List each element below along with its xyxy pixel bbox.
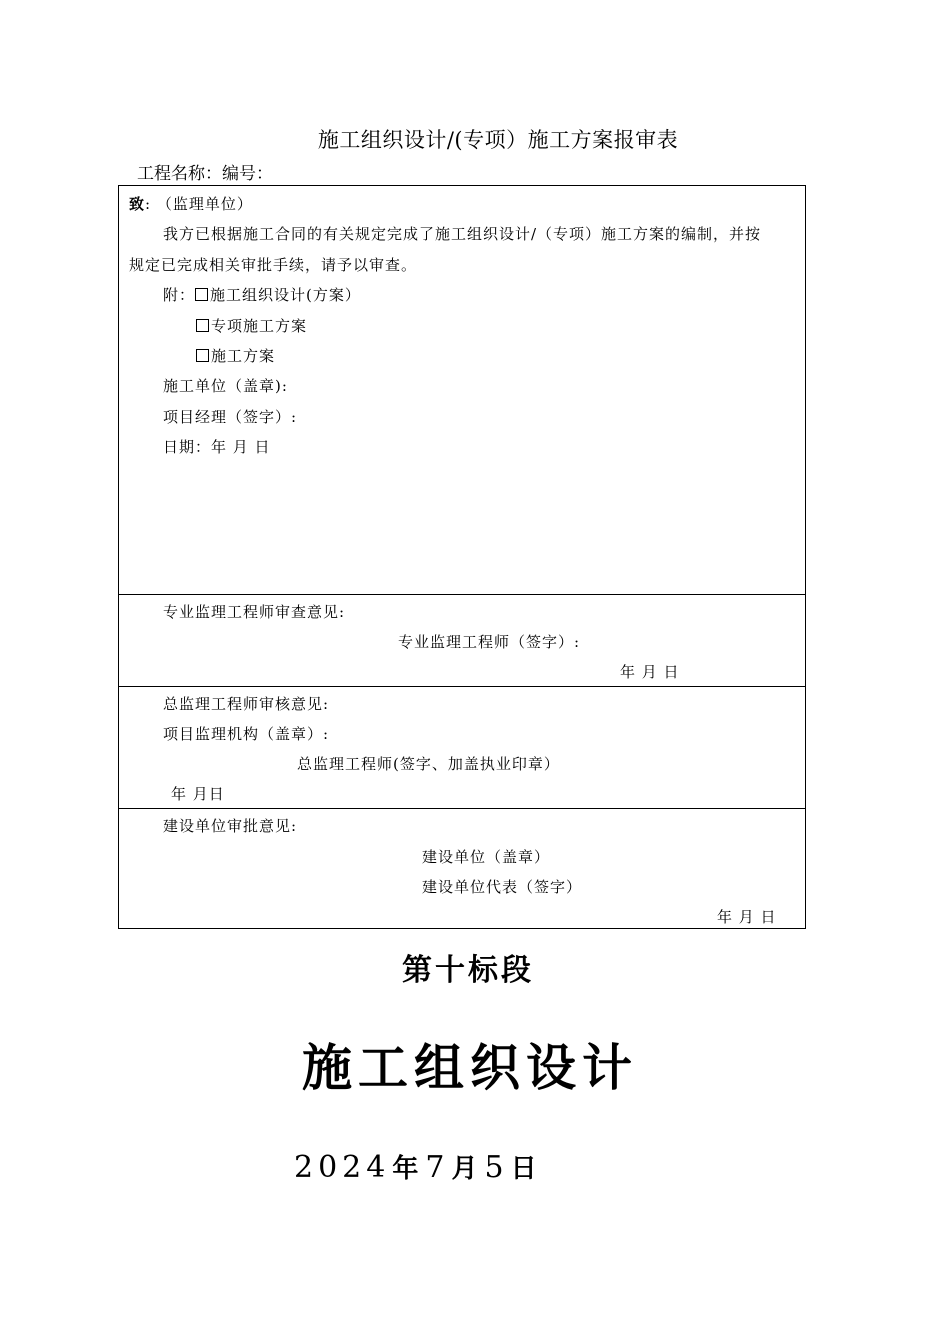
owner-rep-line: 建设单位代表（签字）	[422, 878, 583, 896]
project-manager-line: 项目经理（签字）:	[163, 408, 298, 426]
checkbox-icon[interactable]	[196, 349, 209, 362]
date-year-unit: 年	[392, 1154, 424, 1184]
attachment-item: 专项施工方案	[211, 317, 308, 335]
date-month: 7	[425, 1150, 450, 1185]
addressee-text: : （监理单位）	[145, 195, 253, 213]
addressee-line	[129, 193, 253, 214]
supervisor-date-line: 年 月 日	[620, 663, 680, 681]
chief-supervisor-section	[119, 686, 805, 808]
owner-date-line: 年 月 日	[717, 908, 777, 926]
cover-date	[294, 1148, 544, 1185]
attachment-line	[196, 345, 275, 366]
chief-signature-line: 总监理工程师(签字、加盖执业印章）	[297, 755, 560, 773]
supervision-org-line: 项目监理机构（盖章）:	[163, 725, 330, 743]
attachment-item: 施工方案	[211, 347, 276, 365]
approval-form-table	[118, 185, 806, 929]
date-year: 2024	[294, 1150, 391, 1185]
chief-date-line: 年 月日	[171, 785, 225, 803]
submission-date-line: 日期：年 月 日	[163, 438, 271, 456]
owner-opinion-label: 建设单位审批意见:	[163, 817, 298, 835]
body-line-1: 我方已根据施工合同的有关规定完成了施工组织设计/（专项）施工方案的编制，并按	[163, 225, 762, 243]
cover-title: 施工组织设计	[302, 1038, 638, 1097]
chief-opinion-label: 总监理工程师审核意见:	[163, 695, 330, 713]
project-name-line: 工程名称：编号：	[137, 164, 273, 184]
checkbox-icon[interactable]	[195, 288, 208, 301]
addressee-label: 致	[129, 195, 146, 213]
submission-section	[119, 186, 805, 594]
supervisor-signature-line: 专业监理工程师（签字）:	[398, 633, 581, 651]
section-number-title: 第十标段	[402, 953, 534, 988]
checkbox-icon[interactable]	[196, 319, 209, 332]
owner-approval-section	[119, 808, 805, 930]
attachment-line	[196, 315, 307, 336]
body-line-2: 规定已完成相关审批手续，请予以审查。	[129, 256, 418, 274]
form-title: 施工组织设计/(专项）施工方案报审表	[317, 128, 679, 152]
contractor-seal-line: 施工单位（盖章):	[163, 377, 288, 395]
date-day: 5	[484, 1150, 509, 1185]
attachment-item: 施工组织设计(方案）	[210, 286, 361, 304]
supervisor-opinion-label: 专业监理工程师审查意见:	[163, 603, 346, 621]
attachment-line	[163, 284, 361, 305]
date-day-unit: 日	[510, 1154, 542, 1184]
owner-seal-line: 建设单位（盖章）	[422, 848, 551, 866]
attachment-label: 附：	[163, 286, 196, 304]
date-month-unit: 月	[451, 1154, 483, 1184]
supervisor-review-section	[119, 594, 805, 686]
